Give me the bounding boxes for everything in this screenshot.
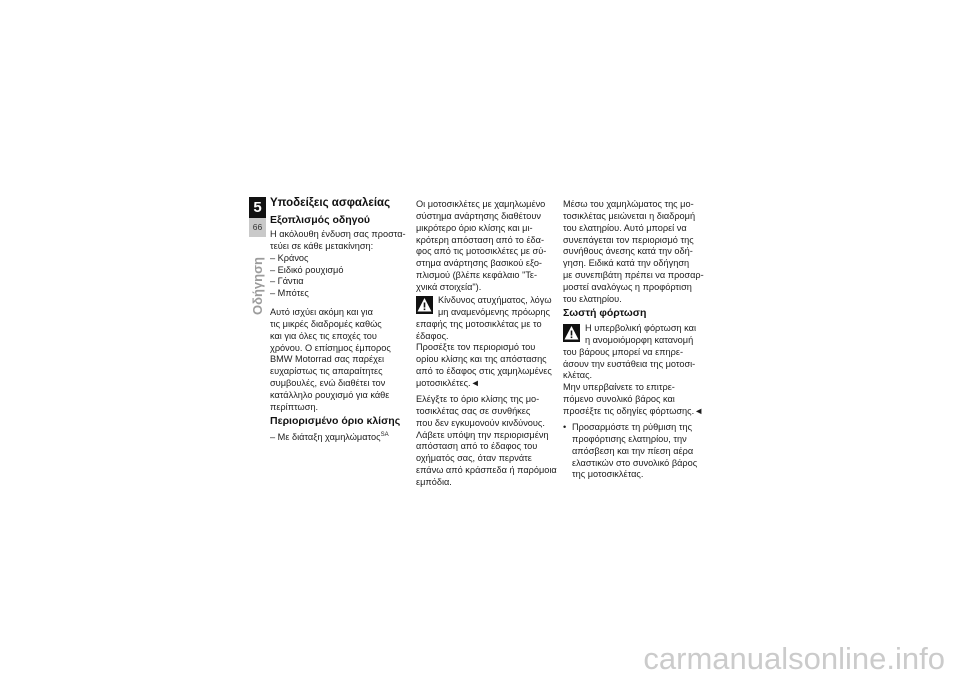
text-line: κλέτας. <box>563 370 593 381</box>
loading-warning <box>563 323 713 418</box>
text-line: στημα ανάρτησης βασικού εξο- <box>416 258 542 269</box>
text-line: χνικά στοιχεία"). <box>416 281 482 292</box>
text-line: προσέξτε τις οδηγίες φόρτωσης.◄ <box>563 405 704 416</box>
text-line: επάνω από κράσπεδα ή παρόμοια <box>416 465 557 476</box>
text-line: γηση. Ειδικά κατά την οδήγηση <box>563 258 690 269</box>
page-number: 66 <box>249 218 266 237</box>
chapter-number: 5 <box>249 197 266 218</box>
text-line: μη αναμενόμενης πρόωρης <box>438 306 550 317</box>
text-line: του ελατηρίου. <box>563 293 622 304</box>
text-line: Προσέξτε τον περιορισμό του <box>416 342 536 353</box>
text-line: άσουν την ευστάθεια της μοτοσι- <box>563 358 696 369</box>
text-line: Μην υπερβαίνετε το επιτρε- <box>563 382 675 393</box>
warning-icon <box>416 296 433 314</box>
text-line: εμπόδια. <box>416 476 452 487</box>
warning-icon <box>563 324 580 342</box>
loading-heading: Σωστή φόρτωση <box>563 307 647 319</box>
text-line: Λάβετε υπόψη την περιορισμένη <box>416 429 549 440</box>
text-line: σύστημα ανάρτησης διαθέτουν <box>416 210 541 221</box>
text-line: τεύει σε κάθε μετακίνηση: <box>270 240 374 251</box>
text-line: φος από τις μοτοσικλέτες με σύ- <box>416 246 547 257</box>
text-line: κρότερη απόσταση από το έδα- <box>416 234 545 245</box>
text-line: Μέσω του χαμηλώματος της μο- <box>563 199 694 209</box>
lean-angle-body <box>416 199 546 294</box>
text-line: BMW Motorrad σας παρέχει <box>270 354 385 365</box>
list-item: – Γάντια <box>270 276 304 287</box>
optional-equipment-mark: SA <box>380 432 389 438</box>
text-line: έδαφος. <box>416 330 449 341</box>
text-line: πόμενο συνολικό βάρος και <box>563 394 675 405</box>
text-line: με συνεπιβάτη πρέπει να προσαρ- <box>563 270 704 281</box>
text-line: χρόνου. Ο επίσημος έμπορος <box>270 342 391 353</box>
text-line: Η υπερβολική φόρτωση και <box>585 323 696 333</box>
lean-angle-warning <box>416 295 556 390</box>
text-line: ορίου κλίσης και της απόστασης <box>416 354 547 365</box>
text-line: Η ακόλουθη ένδυση σας προστα- <box>270 229 406 239</box>
rider-gear-intro <box>270 229 406 300</box>
text-line: και για όλες τις εποχές του <box>270 330 377 341</box>
text-line: τις μικρές διαδρομές καθώς <box>270 318 382 329</box>
text-line: ευχαρίστως τις απαραίτητες <box>270 366 383 377</box>
text-line: συμβουλές, ενώ διαθέτει τον <box>270 378 386 389</box>
text-line: του βάρους μπορεί να επηρε- <box>563 346 684 357</box>
lean-angle-heading: Περιορισμένο όριο κλίσης <box>270 415 401 427</box>
text-line: μοστεί αναλόγως η προφόρτιση <box>563 281 692 292</box>
text-line: Αυτό ισχύει ακόμη και για <box>270 307 373 317</box>
rider-gear-note <box>270 307 391 414</box>
lean-angle-condition <box>270 432 389 444</box>
text-line: μικρότερο όριο κλίσης και μι- <box>416 222 533 233</box>
text-line: πλισμού (βλέπε κεφάλαιο "Τε- <box>416 270 538 281</box>
page-title: Υποδείξεις ασφαλείας <box>270 197 391 209</box>
text-line: Κίνδυνος ατυχήματος, λόγω <box>438 295 552 305</box>
chapter-section-name: Οδήγηση <box>250 257 265 315</box>
site-watermark: carmanualsonline.info <box>643 641 945 676</box>
text-line: της μοτοσικλέτας. <box>572 469 644 480</box>
text-line: που δεν εγκυμονούν κινδύνους. <box>416 417 545 428</box>
loading-bullet-item <box>563 422 960 481</box>
list-item: – Μπότες <box>270 288 309 299</box>
text-line: Ελέγξτε το όριο κλίσης της μο- <box>416 394 540 404</box>
list-item: – Κράνος <box>270 252 309 263</box>
list-item: – Ειδικό ρουχισμό <box>270 264 344 275</box>
text-line: μοτοσικλέτες.◄ <box>416 377 480 388</box>
text-line: τοσικλέτας σας σε συνθήκες <box>416 405 531 416</box>
text-line: επαφής της μοτοσικλέτας με το <box>416 318 542 329</box>
rider-gear-heading: Εξοπλισμός οδηγού <box>270 214 371 226</box>
lean-angle-advice <box>416 394 557 489</box>
text-line: συνεπάγεται τον περιορισμό της <box>563 234 694 245</box>
text-line: η ανομοιόμορφη κατανομή <box>585 334 694 345</box>
text-line: οχήματός σας, όταν περνάτε <box>416 453 532 464</box>
text-line: περίπτωση. <box>270 401 319 412</box>
condition-text: – Με διάταξη χαμηλώματος <box>270 432 381 442</box>
text-line: συνήθους άνεσης κατά την οδή- <box>563 246 693 257</box>
text-line: απόσταση από το έδαφος του <box>416 441 538 452</box>
text-line: Οι μοτοσικλέτες με χαμηλωμένο <box>416 199 546 209</box>
bullet-marker: • <box>563 422 567 432</box>
text-line: ελαστικών στο συνολικό βάρος <box>572 457 698 468</box>
suspension-note <box>563 199 704 306</box>
text-line: του ελατηρίου. Αυτό μπορεί να <box>563 222 687 233</box>
text-line: προφόρτισης ελατηρίου, την <box>572 433 687 444</box>
text-line: τοσικλέτας μειώνεται η διαδρομή <box>563 210 696 221</box>
text-line: Προσαρμόστε τη ρύθμιση της <box>572 422 693 432</box>
text-line: από το έδαφος στις χαμηλωμένες <box>416 366 552 377</box>
text-line: κατάλληλο ρουχισμό για κάθε <box>270 389 390 400</box>
text-line: απόσβεση και την πίεση αέρα <box>572 445 694 456</box>
